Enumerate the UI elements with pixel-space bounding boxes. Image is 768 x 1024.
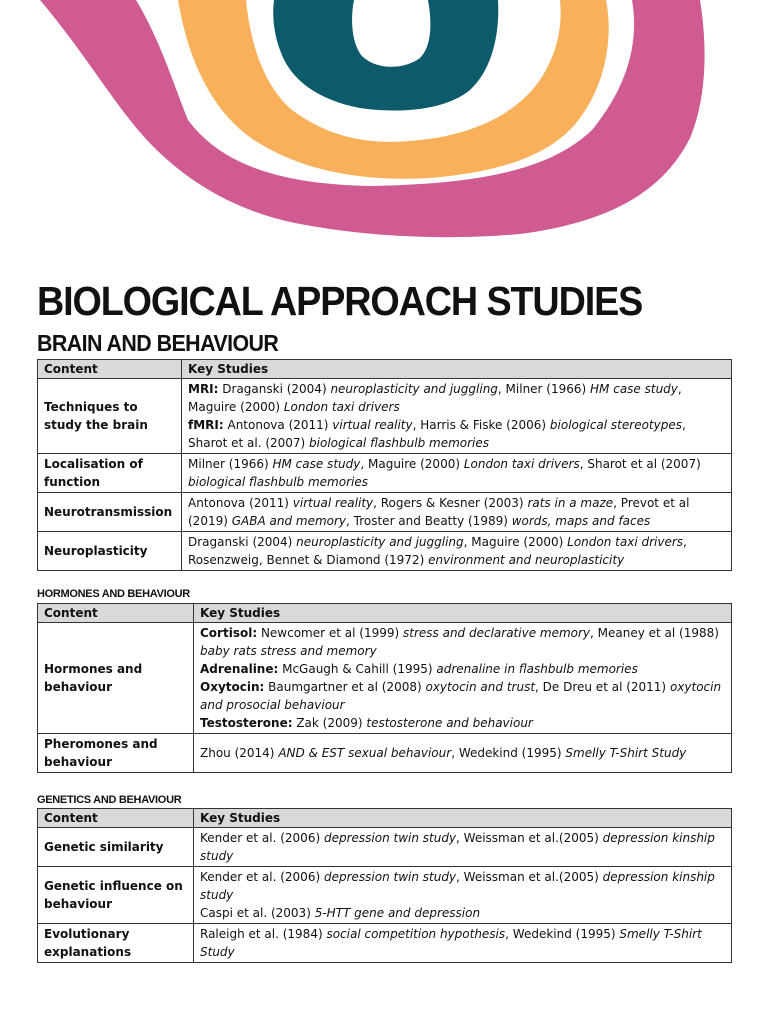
study-citation: Baumgartner et al (2008): [264, 680, 426, 694]
study-title: study: [200, 888, 234, 902]
study-title: rats in a maze: [527, 496, 614, 510]
study-title: baby rats stress and memory: [200, 644, 377, 658]
study-title: oxytocin: [669, 680, 722, 694]
study-title: oxytocin and trust: [425, 680, 536, 694]
key-studies-cell: [194, 734, 732, 773]
study-citation: , Weissman et al.(2005): [456, 870, 603, 884]
study-title: depression twin study: [323, 870, 457, 884]
study-line: [200, 624, 725, 642]
study-title: study: [200, 849, 234, 863]
column-header-key-studies: Key Studies: [182, 360, 732, 379]
study-citation: Kender et al. (2006): [200, 870, 324, 884]
study-citation: ,: [677, 382, 682, 396]
study-citation: Draganski (2004): [188, 535, 297, 549]
key-studies-cell: [182, 454, 732, 493]
content-cell: Hormones and behaviour: [38, 623, 194, 734]
study-title: biological flashbulb memories: [188, 475, 368, 489]
study-title: virtual reality: [292, 496, 374, 510]
table-row: [38, 379, 732, 454]
study-citation: ,: [681, 418, 686, 432]
study-citation: Draganski (2004): [218, 382, 331, 396]
study-citation: , De Dreu et al (2011): [535, 680, 670, 694]
study-citation: Milner (1966): [188, 457, 273, 471]
study-category-label: Adrenaline:: [200, 662, 279, 676]
teal-swirl-band: [273, 0, 498, 111]
study-line: [188, 494, 725, 512]
study-line: [200, 696, 725, 714]
study-title: Smelly T-Shirt: [619, 927, 702, 941]
table-row: [38, 867, 732, 924]
study-line: [188, 473, 725, 491]
study-title: virtual reality: [332, 418, 413, 432]
study-citation: , Sharot et al (2007): [579, 457, 701, 471]
study-title: AND & EST sexual behaviour: [278, 746, 452, 760]
content-cell: Pheromones and behaviour: [38, 734, 194, 773]
study-line: [200, 829, 725, 847]
study-line: [188, 398, 725, 416]
table-row: [38, 532, 732, 571]
content-cell: Neurotransmission: [38, 493, 182, 532]
study-citation: Maguire (2000): [188, 400, 284, 414]
study-title: depression kinship: [602, 831, 715, 845]
study-category-label: Cortisol:: [200, 626, 258, 640]
study-line: [200, 868, 725, 886]
study-citation: Antonova (2011): [223, 418, 333, 432]
study-citation: , Maguire (2000): [463, 535, 568, 549]
study-citation: Zhou (2014): [200, 746, 279, 760]
key-studies-cell: [182, 532, 732, 571]
study-line: [200, 925, 725, 943]
study-title: biological stereotypes: [549, 418, 682, 432]
study-line: [188, 455, 725, 473]
content-cell: Evolutionary explanations: [38, 924, 194, 963]
table-header-row: [38, 604, 732, 623]
content-cell: Localisation of function: [38, 454, 182, 493]
study-citation: (2019): [188, 514, 232, 528]
study-title: GABA and memory: [231, 514, 347, 528]
study-citation: ,: [683, 535, 687, 549]
hormones-behaviour-table: [37, 603, 732, 773]
study-line: [200, 660, 725, 678]
study-citation: , Meaney et al (1988): [590, 626, 719, 640]
study-line: [200, 886, 725, 904]
study-citation: Zak (2009): [292, 716, 367, 730]
study-line: [200, 904, 725, 922]
content-cell: Genetic influence on behaviour: [38, 867, 194, 924]
table-header-row: [38, 360, 732, 379]
table-row: [38, 924, 732, 963]
study-title: environment and neuroplasticity: [428, 553, 625, 567]
study-line: [188, 533, 725, 551]
key-studies-cell: [194, 867, 732, 924]
study-title: and prosocial behaviour: [200, 698, 345, 712]
study-line: [200, 847, 725, 865]
table-row: [38, 454, 732, 493]
study-title: London taxi drivers: [283, 400, 400, 414]
study-line: [200, 642, 725, 660]
study-line: [200, 714, 725, 732]
table-row: [38, 493, 732, 532]
study-citation: , Weissman et al.(2005): [456, 831, 603, 845]
study-citation: Raleigh et al. (1984): [200, 927, 327, 941]
study-citation: McGaugh & Cahill (1995): [278, 662, 437, 676]
study-line: [200, 744, 725, 762]
study-line: [200, 943, 725, 961]
content-cell: Techniques to study the brain: [38, 379, 182, 454]
study-title: London taxi drivers: [463, 457, 580, 471]
study-line: [188, 416, 725, 434]
column-header-content: Content: [38, 809, 194, 828]
key-studies-cell: [194, 623, 732, 734]
study-citation: , Troster and Beatty (1989): [346, 514, 512, 528]
table-row: [38, 623, 732, 734]
content-cell: Neuroplasticity: [38, 532, 182, 571]
genetics-behaviour-table: [37, 808, 732, 963]
study-citation: Rosenzweig, Bennet & Diamond (1972): [188, 553, 429, 567]
study-title: social competition hypothesis: [326, 927, 506, 941]
study-title: 5-HTT gene and depression: [314, 906, 481, 920]
study-line: [188, 380, 725, 398]
key-studies-cell: [182, 493, 732, 532]
study-title: London taxi drivers: [567, 535, 684, 549]
study-citation: , Rogers & Kesner (2003): [373, 496, 528, 510]
study-citation: , Maguire (2000): [360, 457, 464, 471]
table-row: [38, 828, 732, 867]
study-citation: , Milner (1966): [497, 382, 591, 396]
column-header-content: Content: [38, 604, 194, 623]
study-citation: , Wedekind (1995): [505, 927, 620, 941]
study-citation: Kender et al. (2006): [200, 831, 324, 845]
column-header-key-studies: Key Studies: [194, 809, 732, 828]
study-title: neuroplasticity and juggling: [330, 382, 498, 396]
study-line: [188, 551, 725, 569]
table-header-row: [38, 809, 732, 828]
study-title: stress and declarative memory: [403, 626, 591, 640]
study-line: [188, 434, 725, 452]
study-line: [188, 512, 725, 530]
study-title: Smelly T-Shirt Study: [565, 746, 687, 760]
study-citation: , Prevot et al: [613, 496, 690, 510]
decorative-swirl-logo: [0, 0, 768, 240]
study-title: depression twin study: [323, 831, 457, 845]
study-title: words, maps and faces: [511, 514, 651, 528]
study-title: HM case study: [590, 382, 678, 396]
section-heading-brain: BRAIN AND BEHAVIOUR: [37, 330, 279, 356]
brain-behaviour-table: [37, 359, 732, 571]
study-category-label: Oxytocin:: [200, 680, 265, 694]
study-title: biological flashbulb memories: [309, 436, 490, 450]
study-citation: Sharot et al. (2007): [188, 436, 310, 450]
study-title: adrenaline in flashbulb memories: [436, 662, 638, 676]
study-line: [200, 678, 725, 696]
study-citation: , Wedekind (1995): [451, 746, 566, 760]
study-title: HM case study: [272, 457, 361, 471]
study-category-label: MRI:: [188, 382, 219, 396]
key-studies-cell: [194, 924, 732, 963]
key-studies-cell: [194, 828, 732, 867]
section-heading-genetics: GENETICS AND BEHAVIOUR: [37, 794, 182, 806]
study-citation: Newcomer et al (1999): [257, 626, 403, 640]
key-studies-cell: [182, 379, 732, 454]
column-header-key-studies: Key Studies: [194, 604, 732, 623]
page-title: BIOLOGICAL APPROACH STUDIES: [37, 278, 643, 324]
study-citation: , Harris & Fiske (2006): [412, 418, 550, 432]
study-title: neuroplasticity and juggling: [296, 535, 464, 549]
section-heading-hormones: HORMONES AND BEHAVIOUR: [37, 588, 190, 600]
study-title: Study: [200, 945, 235, 959]
study-category-label: fMRI:: [188, 418, 224, 432]
content-cell: Genetic similarity: [38, 828, 194, 867]
study-category-label: Testosterone:: [200, 716, 293, 730]
study-citation: Caspi et al. (2003): [200, 906, 315, 920]
study-citation: Antonova (2011): [188, 496, 293, 510]
study-title: depression kinship: [602, 870, 715, 884]
table-row: [38, 734, 732, 773]
column-header-content: Content: [38, 360, 182, 379]
study-title: testosterone and behaviour: [366, 716, 533, 730]
